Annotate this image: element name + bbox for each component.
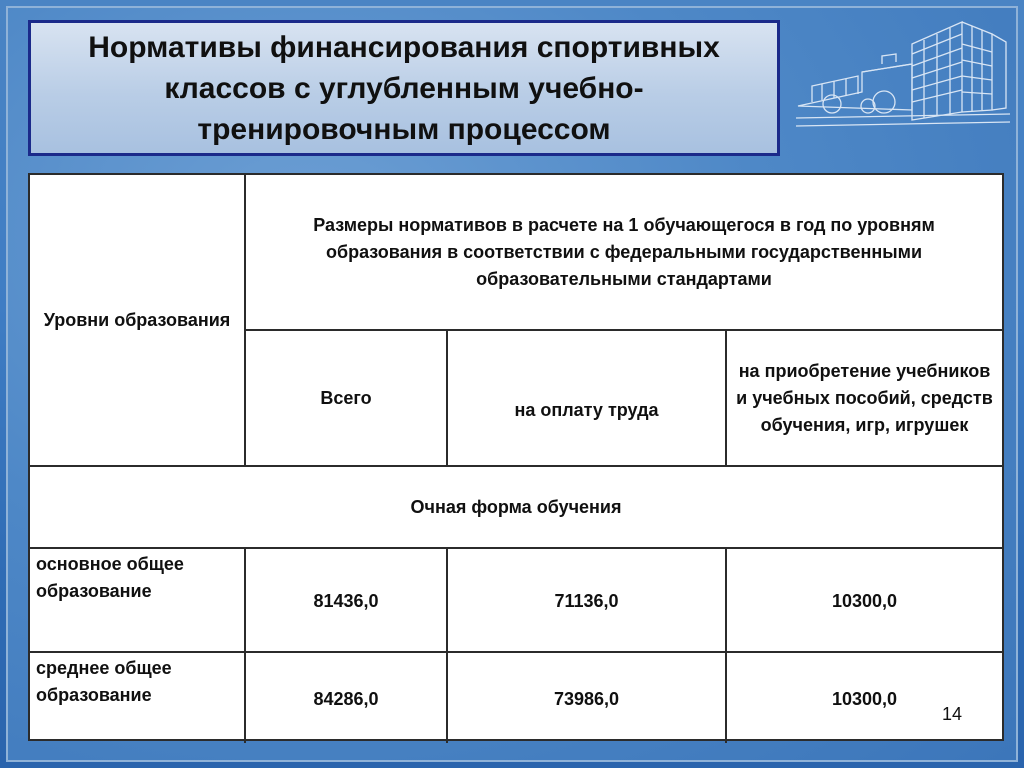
row-level: среднее общее образование [30, 652, 245, 743]
header-total: Всего [245, 330, 447, 466]
row-labor: 71136,0 [447, 548, 726, 652]
header-norms: Размеры нормативов в расчете на 1 обучающегося в год по уровням образования в соответствии с федеральными государственными образовательными стандартами [245, 175, 1002, 330]
table-row [30, 548, 1002, 652]
header-levels: Уровни образования [30, 175, 245, 466]
slide-title: Нормативы финансирования спортивных классов с углубленным учебно-тренировочным процессом [88, 30, 720, 146]
row-labor: 73986,0 [447, 652, 726, 743]
building-image [792, 14, 1014, 136]
title-box [28, 20, 780, 156]
table-row [30, 652, 1002, 743]
norms-table [28, 173, 1004, 741]
row-total: 81436,0 [245, 548, 447, 652]
row-level: основное общее образование [30, 548, 245, 652]
header-materials: на приобретение учебников и учебных пособий, средств обучения, игр, игрушек [726, 330, 1002, 466]
page-number: 14 [941, 704, 962, 724]
row-materials: 10300,0 [726, 548, 1002, 652]
section-heading: Очная форма обучения [30, 466, 1002, 548]
row-total: 84286,0 [245, 652, 447, 743]
header-labor: на оплату труда [447, 330, 726, 466]
row-materials: 10300,0 [726, 652, 1002, 743]
